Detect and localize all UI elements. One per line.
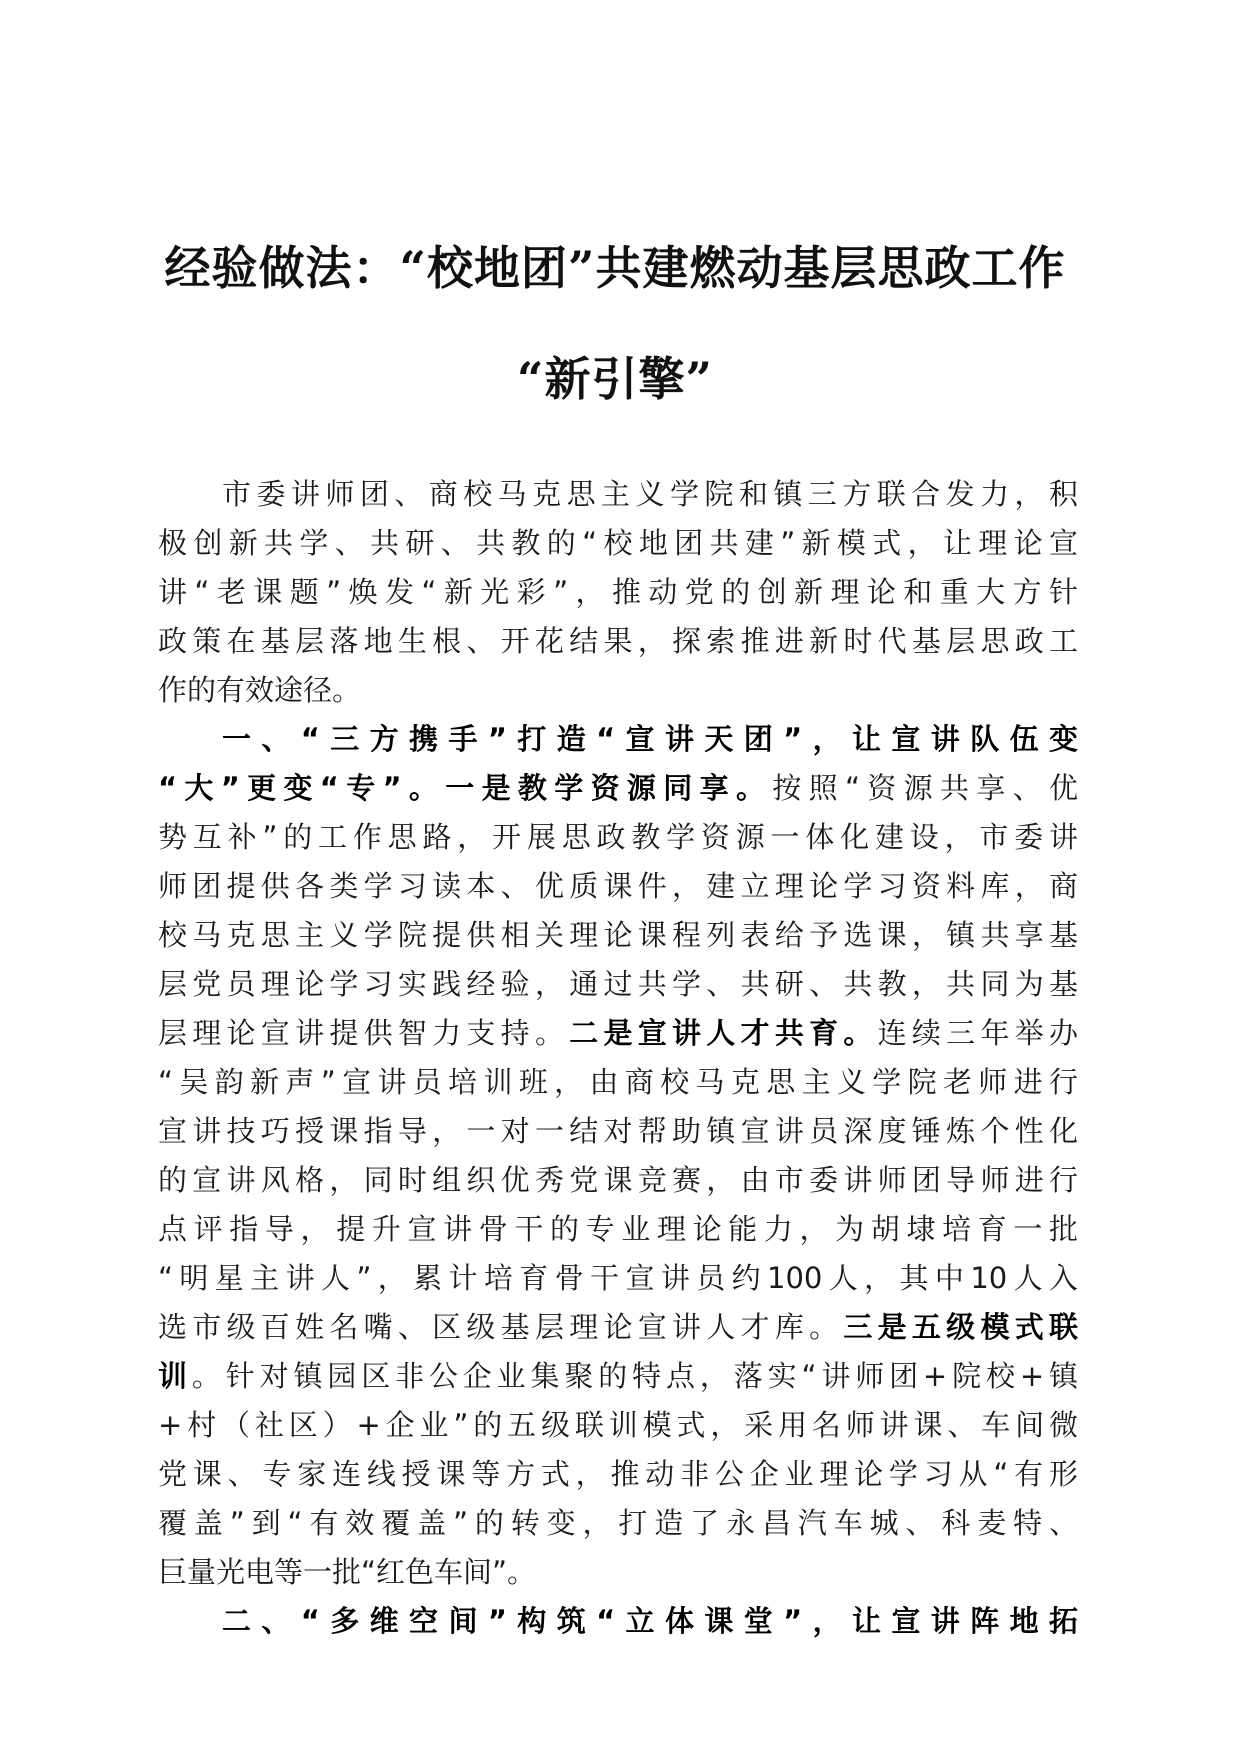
body-line (158, 568, 1078, 617)
bold-text-segment: 训 (158, 1359, 192, 1393)
body-line (158, 1450, 1078, 1499)
bold-text-segment: “大”更变“专”。一是教学资源同享。 (158, 771, 773, 805)
text-segment: “吴韵新声”宣讲员培训班，由商校马克思主义学院老师进行 (158, 1065, 1078, 1099)
body-line (158, 1548, 1078, 1597)
text-segment: 校马克思主义学院提供相关理论课程列表给予选课，镇共享基 (158, 918, 1078, 952)
text-segment: 势互补”的工作思路，开展思政教学资源一体化建设，市委讲 (158, 820, 1078, 854)
text-segment: 讲“老课题”焕发“新光彩”，推动党的创新理论和重大方针 (158, 575, 1078, 609)
text-segment: 选市级百姓名嘴、区级基层理论宣讲人才库。 (158, 1310, 844, 1344)
text-segment: 层理论宣讲提供智力支持。 (158, 1016, 570, 1050)
body-line (158, 1205, 1078, 1254)
bold-text-segment: 一、“三方携手”打造“宣讲天团”，让宣讲队伍变 (222, 722, 1078, 756)
text-segment: 的宣讲风格，同时组织优秀党课竞赛，由市委讲师团导师进行 (158, 1163, 1078, 1197)
body-line (158, 1499, 1078, 1548)
document-title-line-2: “新引擎” (517, 352, 713, 406)
body-line (158, 1352, 1078, 1401)
bold-text-segment: 二是宣讲人才共育。 (569, 1016, 878, 1050)
body-line (158, 666, 1078, 715)
body-line (158, 960, 1078, 1009)
bold-text-segment: 二、“多维空间”构筑“立体课堂”，让宣讲阵地拓 (222, 1604, 1078, 1638)
text-segment: 层党员理论学习实践经验，通过共学、共研、共教，共同为基 (158, 967, 1078, 1001)
text-segment: 政策在基层落地生根、开花结果，探索推进新时代基层思政工 (158, 624, 1078, 658)
body-line (158, 1009, 1078, 1058)
body-line (158, 764, 1078, 813)
body-line (158, 862, 1078, 911)
text-segment: 宣讲技巧授课指导，一对一结对帮助镇宣讲员深度锤炼个性化 (158, 1114, 1078, 1148)
text-segment: 作的有效途径。 (158, 673, 362, 707)
body-line (158, 1254, 1078, 1303)
text-segment: “明星主讲人”，累计培育骨干宣讲员约100人，其中10人入 (158, 1261, 1078, 1295)
text-segment: 市委讲师团、商校马克思主义学院和镇三方联合发力，积 (222, 477, 1078, 511)
text-segment: 覆盖”到“有效覆盖”的转变，打造了永昌汽车城、科麦特、 (158, 1506, 1078, 1540)
body-line (158, 1401, 1078, 1450)
text-segment: 党课、专家连线授课等方式，推动非公企业理论学习从“有形 (158, 1457, 1078, 1491)
text-segment: 连续三年举办 (877, 1016, 1078, 1050)
body-line (158, 1303, 1078, 1352)
text-segment: 师团提供各类学习读本、优质课件，建立理论学习资料库，商 (158, 869, 1078, 903)
body-line (158, 1058, 1078, 1107)
text-segment: 。针对镇园区非公企业集聚的特点，落实“讲师团+院校+镇 (191, 1359, 1078, 1393)
body-line (158, 911, 1078, 960)
text-segment: 按照“资源共享、优 (772, 771, 1078, 805)
body-line (158, 1156, 1078, 1205)
text-segment: 极创新共学、共研、共教的“校地团共建”新模式，让理论宣 (158, 526, 1078, 560)
document-body (158, 470, 1078, 1646)
body-line (158, 617, 1078, 666)
bold-text-segment: 三是五级模式联 (843, 1310, 1078, 1344)
body-line (158, 1597, 1078, 1646)
body-line (158, 1107, 1078, 1156)
body-line (158, 813, 1078, 862)
text-segment: 点评指导，提升宣讲骨干的专业理论能力，为胡埭培育一批 (158, 1212, 1078, 1246)
body-line (158, 470, 1078, 519)
text-segment: +村（社区）+企业”的五级联训模式，采用名师讲课、车间微 (158, 1408, 1078, 1442)
body-line (158, 715, 1078, 764)
text-segment: 巨量光电等一批“红色车间”。 (158, 1555, 537, 1589)
document-title-line-1: 经验做法：“校地团”共建燃动基层思政工作 (164, 241, 1066, 295)
body-line (158, 519, 1078, 568)
